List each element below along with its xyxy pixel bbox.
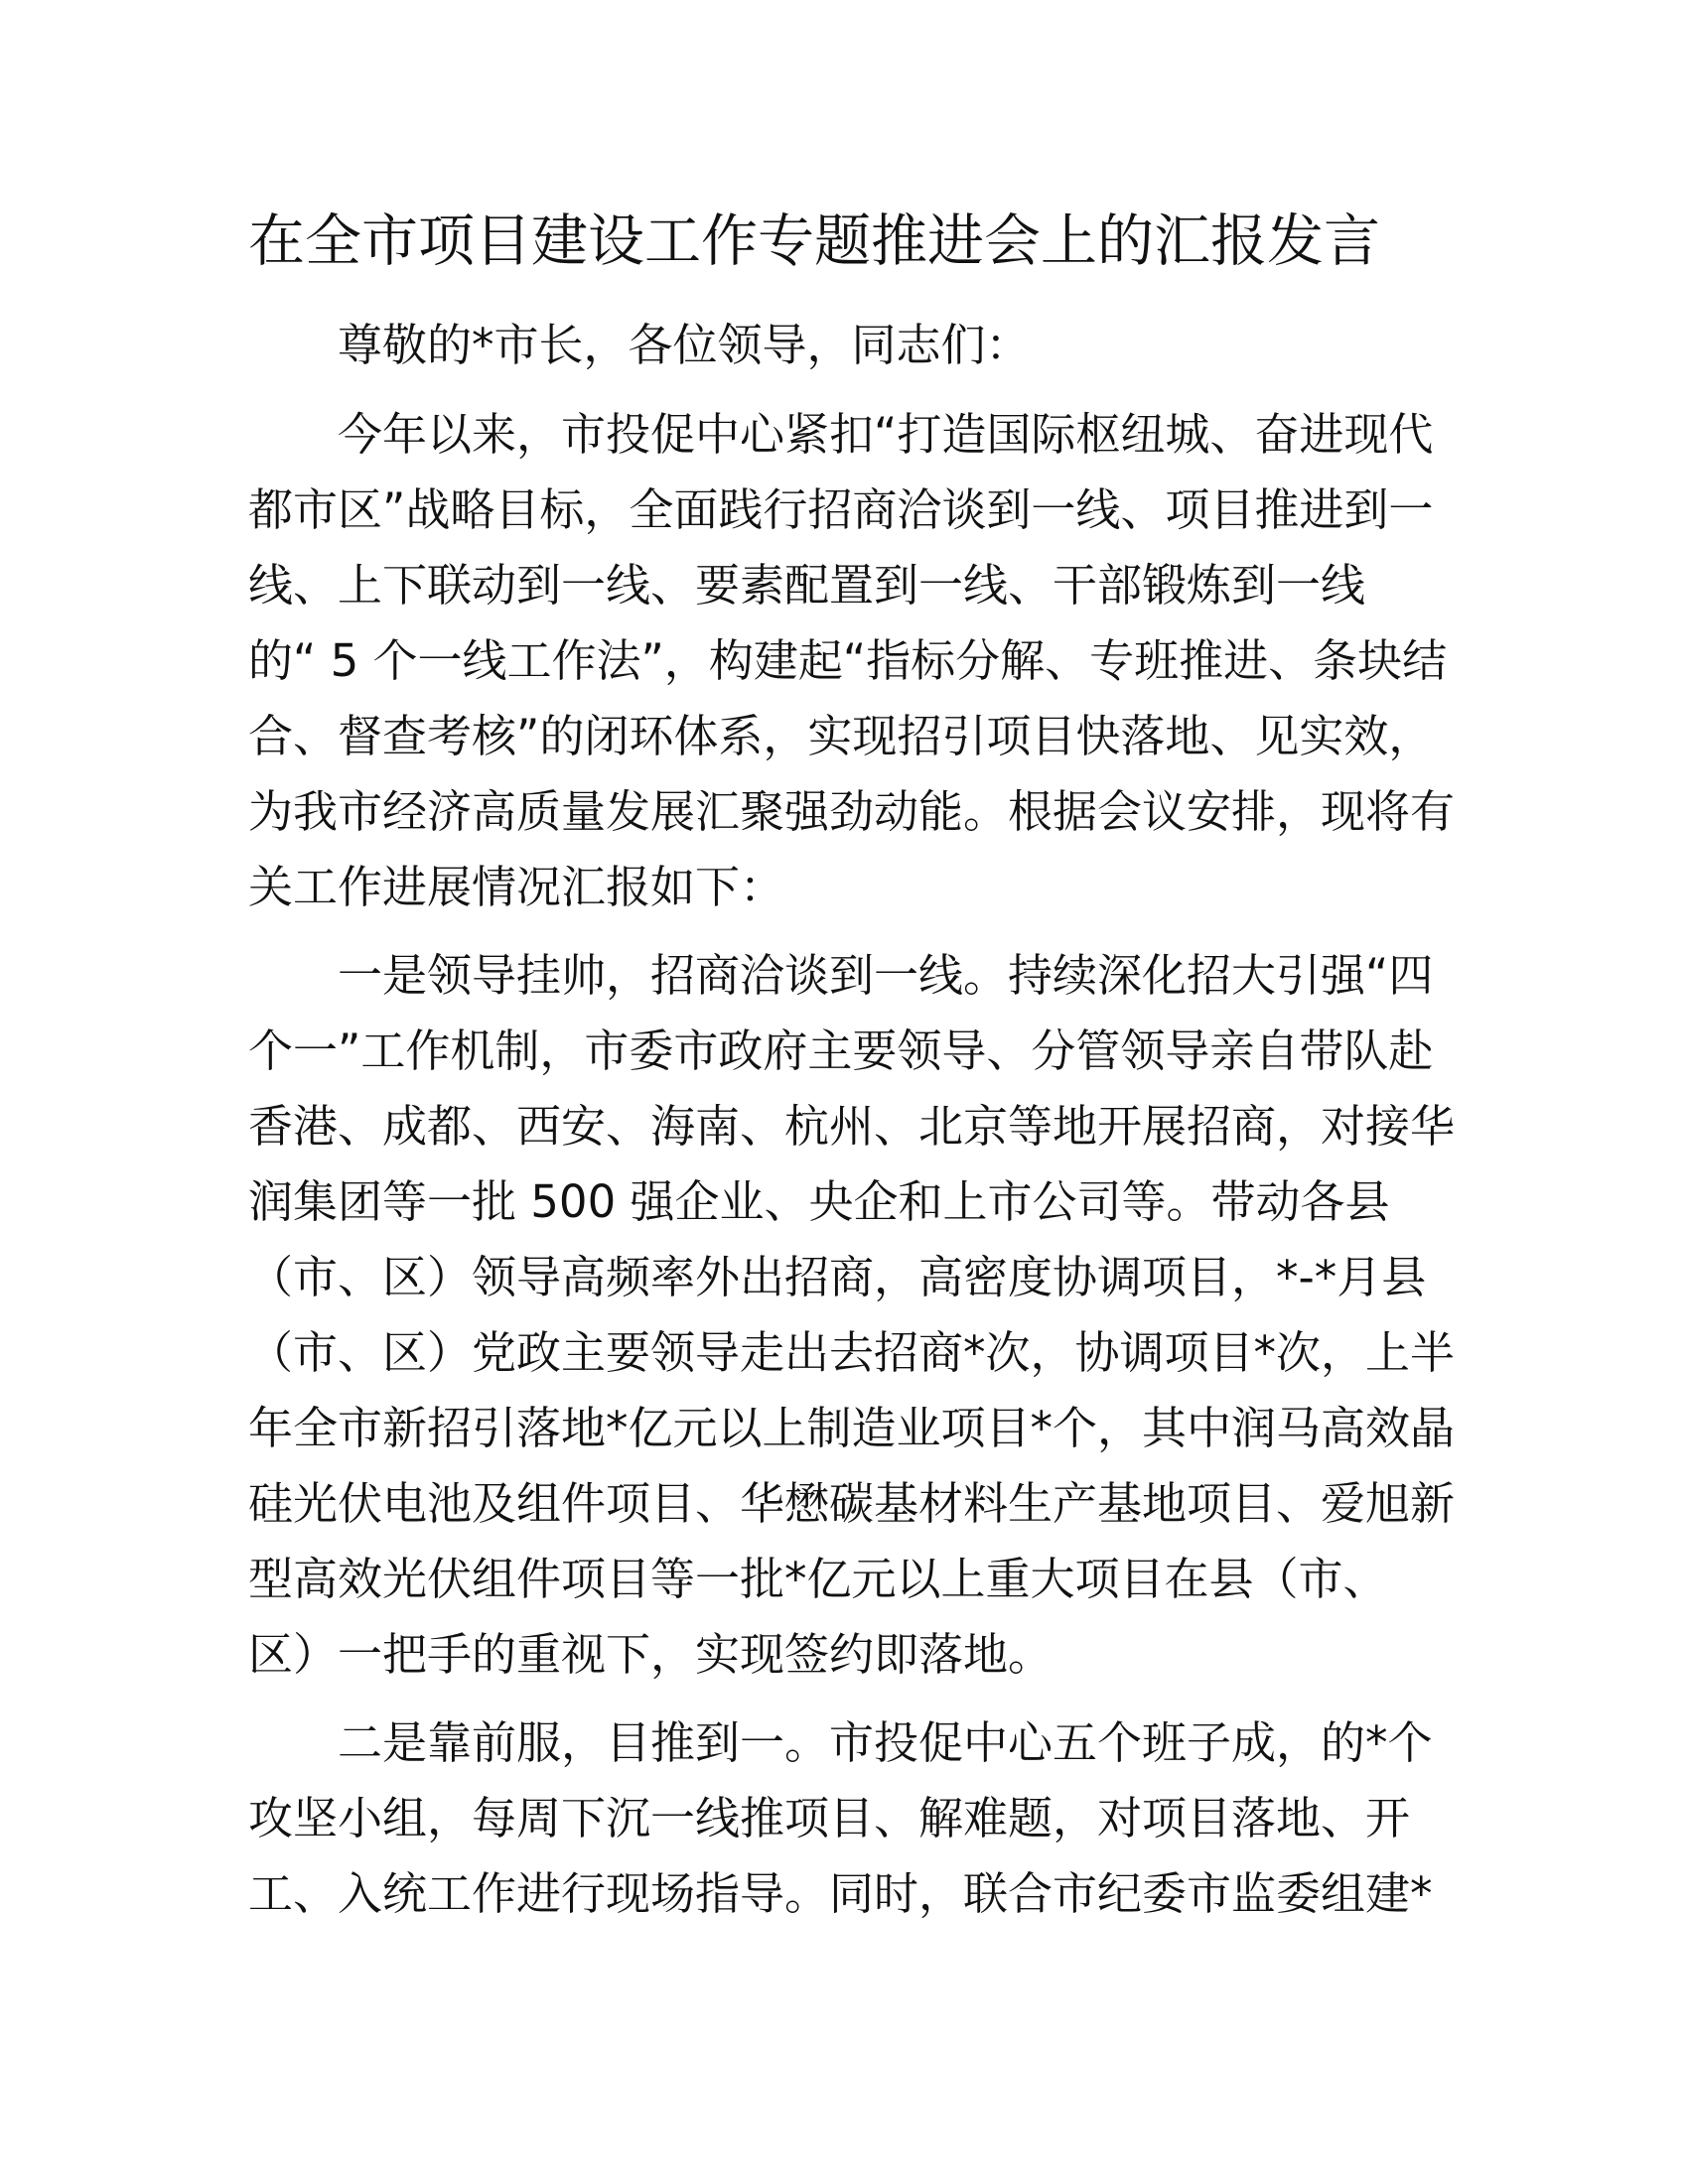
paragraph-line: 合、督查考核”的闭环体系，实现招引项目快落地、见实效，: [248, 710, 1434, 762]
paragraph-line: 今年以来，市投促中心紧扣“打造国际枢纽城、奋进现代: [338, 408, 1434, 461]
paragraph-line: （市、区）党政主要领导走出去招商*次，协调项目*次，上半: [248, 1326, 1456, 1379]
paragraph-line: 一是领导挂帅，招商洽谈到一线。持续深化招大引强“四: [338, 949, 1434, 1002]
paragraph-line: （市、区）领导高频率外出招商，高密度协调项目，*-*月县: [248, 1251, 1427, 1303]
paragraph-line: 二是靠前服，目推到一。市投促中心五个班子成，的*个: [338, 1716, 1433, 1769]
paragraph-line: 为我市经济高质量发展汇聚强劲动能。根据会议安排，现将有: [248, 785, 1456, 838]
paragraph-line: 香港、成都、西安、海南、杭州、北京等地开展招商，对接华: [248, 1100, 1456, 1153]
salutation-line: 尊敬的*市长，各位领导，同志们：: [338, 319, 1031, 371]
document-title: 在全市项目建设工作专题推进会上的汇报发言: [248, 208, 1380, 274]
paragraph-line: 工、入统工作进行现场指导。同时，联合市纪委市监委组建*: [248, 1867, 1433, 1920]
paragraph-line: 润集团等一批 500 强企业、央企和上市公司等。带动各县: [248, 1175, 1390, 1228]
paragraph-line: 攻坚小组，每周下沉一线推项目、解难题，对项目落地、开: [248, 1792, 1411, 1844]
paragraph-line: 年全市新招引落地*亿元以上制造业项目*个，其中润马高效晶: [248, 1402, 1456, 1454]
paragraph-line: 线、上下联动到一线、要素配置到一线、干部锻炼到一线: [248, 559, 1366, 612]
paragraph-line: 都市区”战略目标，全面践行招商洽谈到一线、项目推进到一: [248, 483, 1434, 536]
paragraph-line: 硅光伏电池及组件项目、华懋碳基材料生产基地项目、爱旭新: [248, 1477, 1456, 1530]
paragraph-line: 型高效光伏组件项目等一批*亿元以上重大项目在县（市、: [248, 1553, 1388, 1605]
paragraph-line: 区）一把手的重视下，实现签约即落地。: [248, 1628, 1054, 1681]
paragraph-line: 的“ 5 个一线工作法”，构建起“指标分解、专班推进、条块结: [248, 634, 1448, 687]
paragraph-line: 关工作进展情况汇报如下：: [248, 861, 785, 913]
paragraph-line: 个一”工作机制，市委市政府主要领导、分管领导亲自带队赴: [248, 1024, 1434, 1077]
